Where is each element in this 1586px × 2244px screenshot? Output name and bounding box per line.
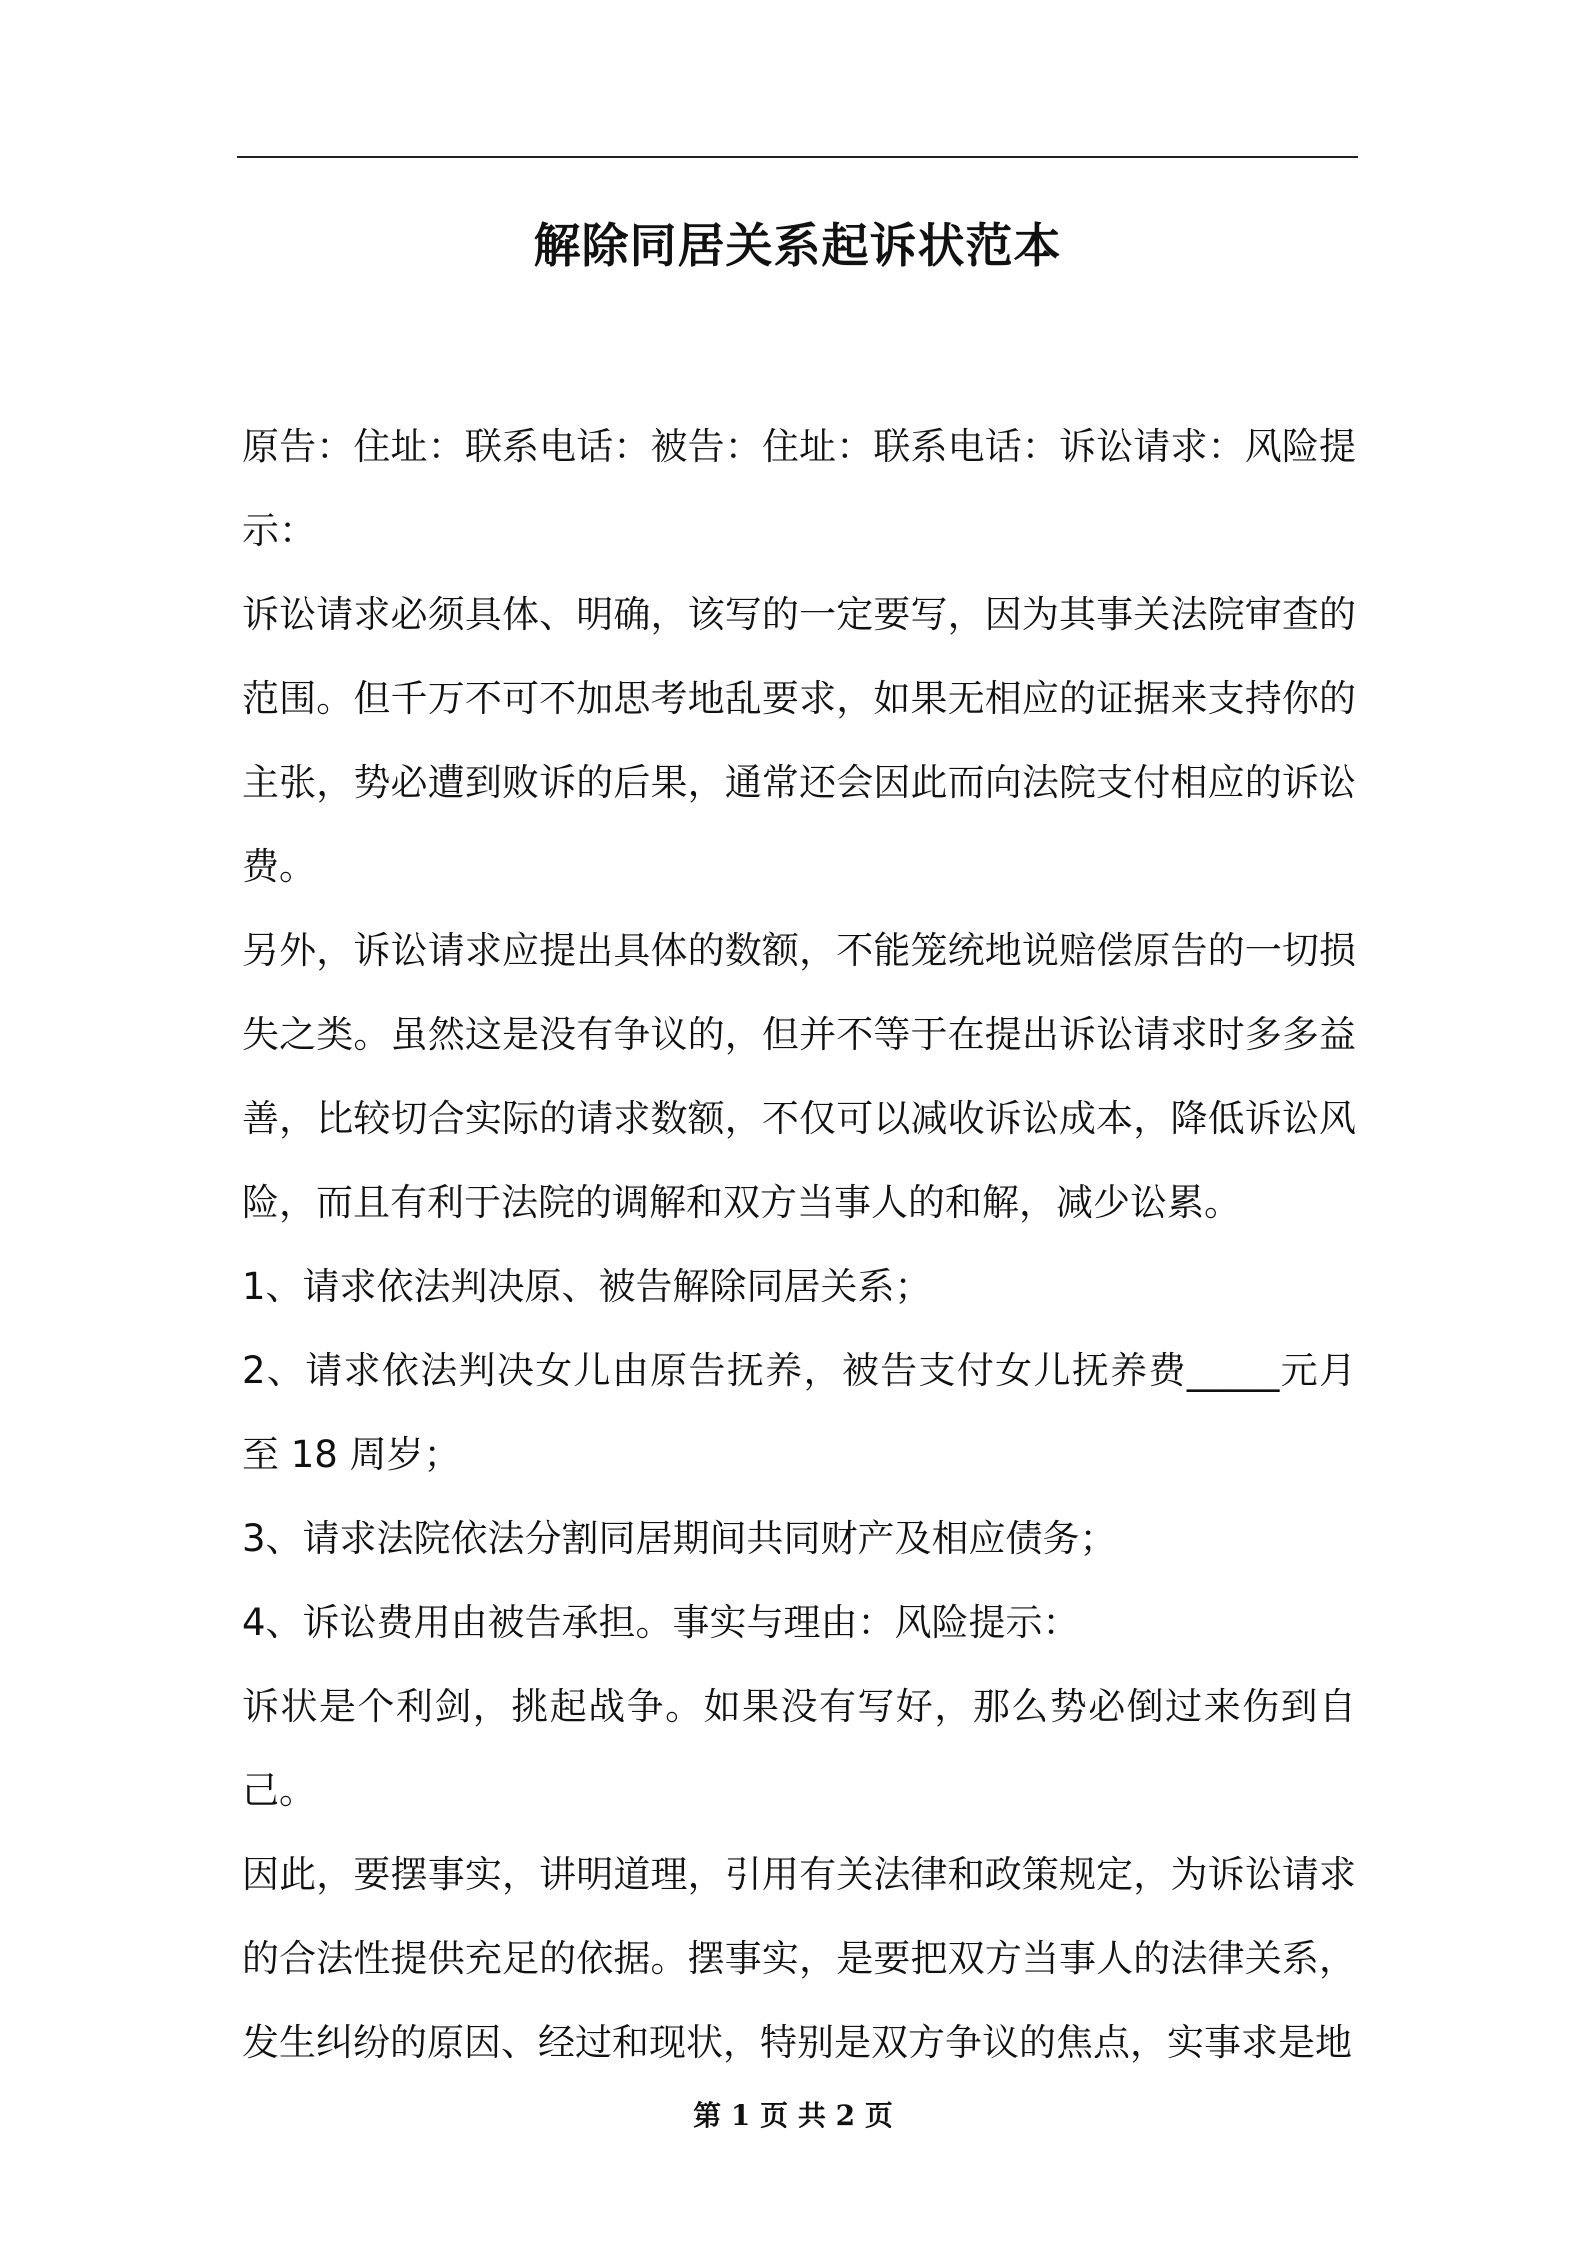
claim-item-2: 2、请求依法判决女儿由原告抚养，被告支付女儿抚养费_____元月至 18 周岁； (242, 1349, 1356, 1476)
page-number: 第 1 页 共 2 页 (693, 2099, 893, 2132)
header-rule (237, 156, 1358, 158)
claim-item-4: 4、诉讼费用由被告承担。事实与理由：风险提示： (242, 1601, 1080, 1644)
claim-item-1: 1、请求依法判决原、被告解除同居关系； (242, 1265, 932, 1308)
document-title: 解除同居关系起诉状范本 (533, 219, 1062, 274)
paragraph-facts-reasons: 因此，要摆事实，讲明道理，引用有关法律和政策规定，为诉讼请求的合法性提供充足的依据。摆事实，是要把双方当事人的法律关系，发生纠纷的原因、经过和现状，特别是双方争议的焦点，实事求是地 (242, 1853, 1356, 2064)
paragraph-parties: 原告：住址：联系电话：被告：住址：联系电话：诉讼请求：风险提示： (242, 425, 1356, 552)
paragraph-risk-note: 诉状是个利剑，挑起战争。如果没有写好，那么势必倒过来伤到自己。 (242, 1685, 1356, 1812)
document-body (242, 405, 1356, 2085)
claim-item-3: 3、请求法院依法分割同居期间共同财产及相应债务； (242, 1517, 1117, 1560)
paragraph-claims-amount: 另外，诉讼请求应提出具体的数额，不能笼统地说赔偿原告的一切损失之类。虽然这是没有争议的，但并不等于在提出诉讼请求时多多益善，比较切合实际的请求数额，不仅可以减收诉讼成本，降低诉讼风险，而且有利于法院的调解和双方当事人的和解，减少讼累。 (242, 929, 1356, 1224)
paragraph-claims-note: 诉讼请求必须具体、明确，该写的一定要写，因为其事关法院审查的范围。但千万不可不加思考地乱要求，如果无相应的证据来支持你的主张，势必遭到败诉的后果，通常还会因此而向法院支付相应的诉讼费。 (242, 593, 1356, 888)
